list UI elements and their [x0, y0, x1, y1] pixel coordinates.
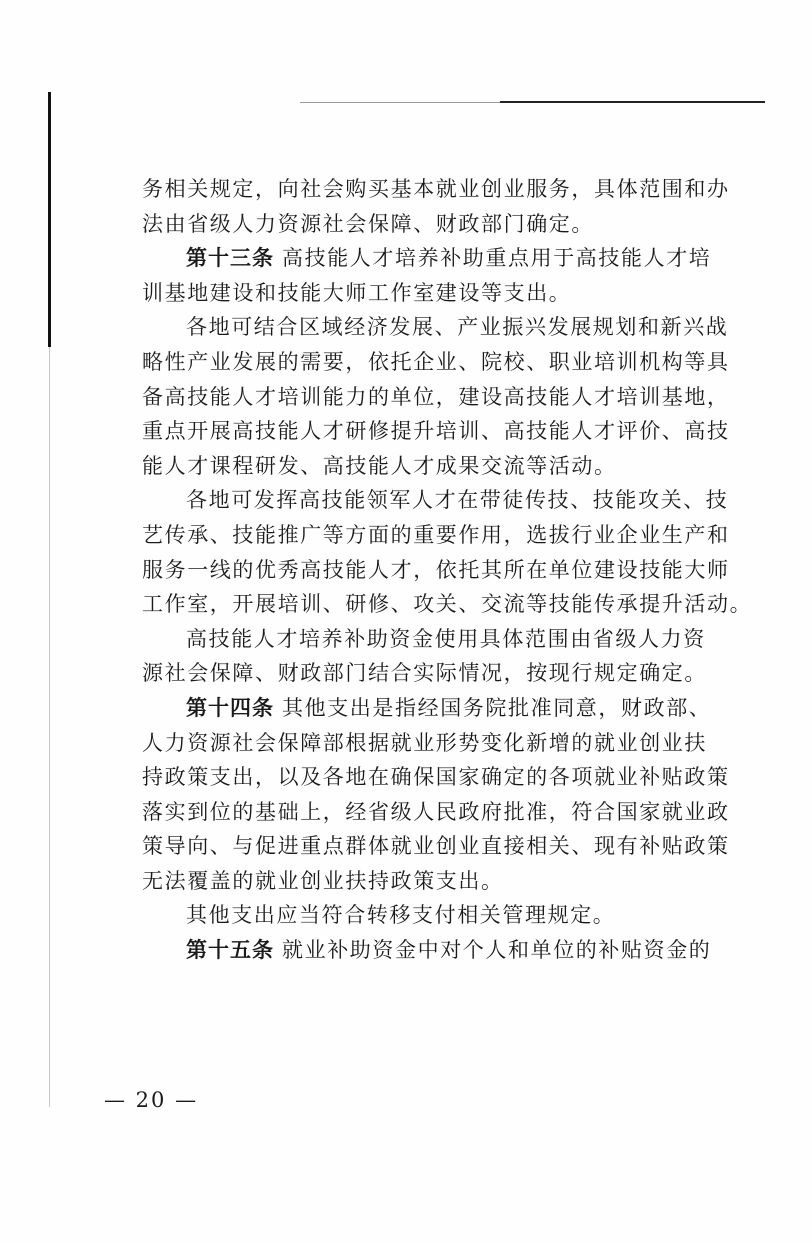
header-rule-faint — [300, 102, 500, 103]
text-line: 各地可发挥高技能领军人才在带徒传技、技能攻关、技 — [186, 488, 729, 513]
article-heading: 第十四条 — [186, 695, 274, 720]
header-rule — [500, 101, 765, 103]
text-line: 其他支出应当符合转移支付相关管理规定。 — [186, 903, 616, 928]
text-span: 就业补助资金中对个人和单位的补贴资金的 — [282, 938, 712, 963]
article-heading: 第十三条 — [186, 246, 274, 271]
text-line: 服务一线的优秀高技能人才，依托其所在单位建设技能大师 — [142, 557, 730, 582]
text-line: 持政策支出，以及各地在确保国家确定的各项就业补贴政策 — [142, 765, 730, 790]
text-line: 各地可结合区域经济发展、产业振兴发展规划和新兴战 — [186, 315, 729, 340]
article-first-line — [142, 933, 712, 968]
text-line: 源社会保障、财政部门结合实际情况，按现行规定确定。 — [142, 661, 707, 686]
text-line: 训基地建设和技能大师工作室建设等支出。 — [142, 280, 572, 305]
text-span: 高技能人才培养补助重点用于高技能人才培 — [282, 246, 712, 271]
scan-border-line — [49, 347, 50, 1107]
text-line: 法由省级人力资源社会保障、财政部门确定。 — [142, 211, 594, 236]
text-line: 工作室，开展培训、研修、攻关、交流等技能传承提升活动。 — [142, 592, 753, 617]
article-heading: 第十五条 — [186, 938, 274, 963]
text-line: 艺传承、技能推广等方面的重要作用，选拔行业企业生产和 — [142, 522, 730, 547]
scan-border-mark — [48, 92, 51, 347]
article-first-line — [142, 691, 712, 726]
text-span: 其他支出是指经国务院批准同意，财政部、 — [282, 695, 712, 720]
text-line: 策导向、与促进重点群体就业创业直接相关、现有补贴政策 — [142, 834, 730, 859]
text-line: 高技能人才培养补助资金使用具体范围由省级人力资 — [186, 626, 706, 651]
text-line: 落实到位的基础上，经省级人民政府批准，符合国家就业政 — [142, 799, 730, 824]
text-line: 重点开展高技能人才研修提升培训、高技能人才评价、高技 — [142, 419, 730, 444]
text-line: 务相关规定，向社会购买基本就业创业服务，具体范围和办 — [142, 177, 730, 201]
article-first-line — [142, 241, 712, 276]
text-line: 备高技能人才培训能力的单位，建设高技能人才培训基地， — [142, 384, 730, 409]
text-line: 能人才课程研发、高技能人才成果交流等活动。 — [142, 453, 617, 478]
text-line: 人力资源社会保障部根据就业形势变化新增的就业创业扶 — [142, 730, 707, 755]
page-number: — 20 — — [104, 1088, 199, 1112]
text-line: 略性产业发展的需要，依托企业、院校、职业培训机构等具 — [142, 349, 730, 374]
body-text — [142, 172, 753, 968]
text-line: 无法覆盖的就业创业扶持政策支出。 — [142, 868, 504, 893]
